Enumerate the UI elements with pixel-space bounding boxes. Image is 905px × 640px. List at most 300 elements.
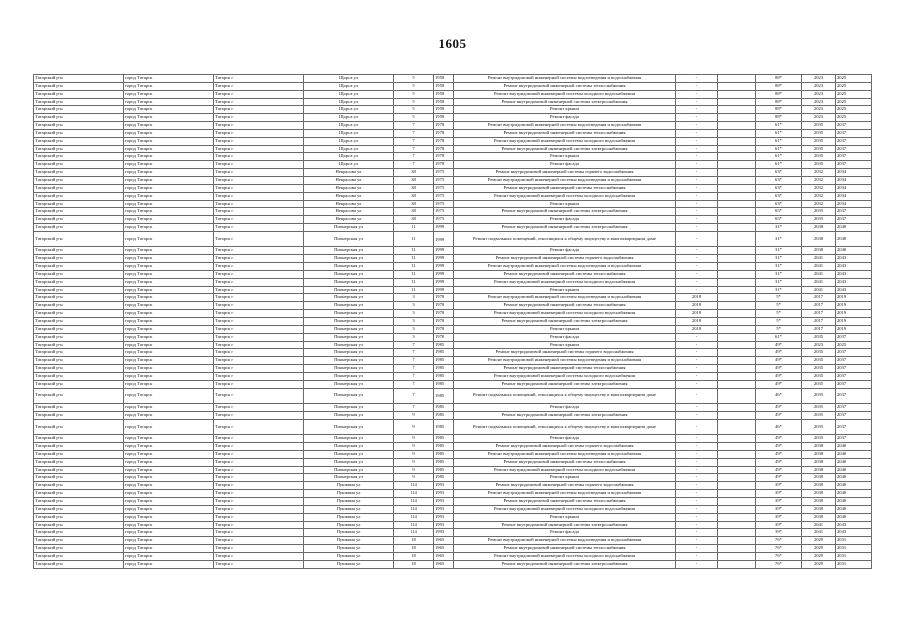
cell-year-end: 2037 <box>836 161 872 169</box>
cell-locality: Татарск г <box>214 278 304 286</box>
cell-actual-year: - <box>676 231 718 247</box>
cell-year-start: 2035 <box>802 145 836 153</box>
cell-locality: Татарск г <box>214 333 304 341</box>
cell-house-number: 9 <box>394 411 434 419</box>
table-row <box>34 435 872 443</box>
cell-actual-year: - <box>676 263 718 271</box>
cell-col-empty <box>718 317 756 325</box>
cell-house-number: 7 <box>394 129 434 137</box>
cell-house-number: 114 <box>394 490 434 498</box>
cell-build-year: 1958 <box>434 75 454 83</box>
cell-street: Пионерская ул <box>304 317 394 325</box>
cell-year-end: 2037 <box>836 357 872 365</box>
cell-street: Пионерская ул <box>304 231 394 247</box>
cell-house-number: 3 <box>394 294 434 302</box>
cell-district: Татарский р-н <box>34 247 124 255</box>
cell-wear-percent: 39* <box>756 521 802 529</box>
cell-col-empty <box>718 435 756 443</box>
cell-year-end: 2040 <box>836 443 872 451</box>
cell-district: Татарский р-н <box>34 419 124 435</box>
cell-street: Пионерская ул <box>304 474 394 482</box>
cell-locality: Татарск г <box>214 490 304 498</box>
cell-district: Татарский р-н <box>34 145 124 153</box>
cell-year-end: 2037 <box>836 372 872 380</box>
cell-year-start: 2038 <box>802 490 836 498</box>
cell-house-number: 18 <box>394 560 434 568</box>
cell-district: Татарский р-н <box>34 443 124 451</box>
cell-district: Татарский р-н <box>34 98 124 106</box>
cell-year-start: 2035 <box>802 388 836 404</box>
cell-year-end: 2037 <box>836 349 872 357</box>
cell-build-year: 1958 <box>434 82 454 90</box>
cell-settlement: город Татарск <box>124 529 214 537</box>
cell-year-end: 2037 <box>836 380 872 388</box>
cell-col-empty <box>718 404 756 412</box>
cell-street: Щорса ул <box>304 114 394 122</box>
cell-street: Щорса ул <box>304 161 394 169</box>
table-row <box>34 341 872 349</box>
cell-work-type: Ремонт фасада <box>454 529 676 537</box>
cell-build-year: 1999 <box>434 247 454 255</box>
cell-actual-year: - <box>676 129 718 137</box>
cell-year-end: 2037 <box>836 411 872 419</box>
cell-district: Татарский р-н <box>34 278 124 286</box>
table-row <box>34 263 872 271</box>
cell-house-number: 7 <box>394 341 434 349</box>
table-row <box>34 325 872 333</box>
table-row <box>34 521 872 529</box>
cell-district: Татарский р-н <box>34 153 124 161</box>
cell-street: Пионерская ул <box>304 278 394 286</box>
cell-house-number: 7 <box>394 161 434 169</box>
cell-locality: Татарск г <box>214 263 304 271</box>
cell-col-empty <box>718 529 756 537</box>
cell-actual-year: - <box>676 513 718 521</box>
cell-settlement: город Татарск <box>124 255 214 263</box>
cell-district: Татарский р-н <box>34 270 124 278</box>
cell-street: Некрасова ул <box>304 208 394 216</box>
cell-work-type: Ремонт внутридомовой инженерной системы электроснабжения <box>454 411 676 419</box>
cell-col-empty <box>718 419 756 435</box>
cell-settlement: город Татарск <box>124 458 214 466</box>
cell-locality: Татарск г <box>214 450 304 458</box>
cell-year-end: 2034 <box>836 184 872 192</box>
cell-district: Татарский р-н <box>34 552 124 560</box>
cell-wear-percent: 5* <box>756 302 802 310</box>
cell-actual-year: - <box>676 278 718 286</box>
cell-actual-year: - <box>676 560 718 568</box>
cell-district: Татарский р-н <box>34 341 124 349</box>
cell-year-start: 2017 <box>802 294 836 302</box>
cell-year-start: 2038 <box>802 450 836 458</box>
cell-district: Татарский р-н <box>34 106 124 114</box>
cell-house-number: 9 <box>394 466 434 474</box>
cell-work-type: Ремонт внутридомовой инженерной системы холодного водоснабжения <box>454 466 676 474</box>
cell-col-empty <box>718 270 756 278</box>
cell-street: Пушкина ул <box>304 482 394 490</box>
cell-wear-percent: 31* <box>756 231 802 247</box>
cell-settlement: город Татарск <box>124 302 214 310</box>
cell-year-end: 2031 <box>836 560 872 568</box>
cell-actual-year: 2018 <box>676 310 718 318</box>
cell-street: Пушкина ул <box>304 505 394 513</box>
cell-street: Пионерская ул <box>304 325 394 333</box>
cell-locality: Татарск г <box>214 137 304 145</box>
cell-street: Пионерская ул <box>304 255 394 263</box>
cell-year-end: 2037 <box>836 153 872 161</box>
cell-house-number: 114 <box>394 513 434 521</box>
cell-wear-percent: 49* <box>756 380 802 388</box>
cell-locality: Татарск г <box>214 270 304 278</box>
cell-wear-percent: 5* <box>756 317 802 325</box>
cell-work-type: Ремонт внутридомовой инженерной системы холодного водоснабжения <box>454 137 676 145</box>
cell-street: Пионерская ул <box>304 294 394 302</box>
table-row <box>34 552 872 560</box>
cell-house-number: 11 <box>394 231 434 247</box>
cell-col-empty <box>718 184 756 192</box>
cell-col-empty <box>718 545 756 553</box>
cell-locality: Татарск г <box>214 286 304 294</box>
cell-house-number: 9 <box>394 474 434 482</box>
cell-year-start: 2038 <box>802 466 836 474</box>
cell-locality: Татарск г <box>214 294 304 302</box>
cell-actual-year: - <box>676 255 718 263</box>
cell-locality: Татарск г <box>214 435 304 443</box>
cell-settlement: город Татарск <box>124 137 214 145</box>
cell-wear-percent: 49* <box>756 466 802 474</box>
cell-street: Некрасова ул <box>304 200 394 208</box>
cell-year-start: 2035 <box>802 153 836 161</box>
cell-year-start: 2038 <box>802 443 836 451</box>
cell-district: Татарский р-н <box>34 192 124 200</box>
cell-build-year: 1978 <box>434 317 454 325</box>
cell-year-start: 2035 <box>802 380 836 388</box>
cell-year-end: 2040 <box>836 482 872 490</box>
table-row <box>34 176 872 184</box>
cell-actual-year: - <box>676 435 718 443</box>
cell-settlement: город Татарск <box>124 380 214 388</box>
cell-settlement: город Татарск <box>124 231 214 247</box>
table-row <box>34 122 872 130</box>
cell-actual-year: - <box>676 184 718 192</box>
cell-house-number: 114 <box>394 498 434 506</box>
cell-col-empty <box>718 310 756 318</box>
cell-wear-percent: 63* <box>756 192 802 200</box>
cell-col-empty <box>718 98 756 106</box>
cell-year-start: 2029 <box>802 552 836 560</box>
table-row <box>34 247 872 255</box>
cell-year-end: 2019 <box>836 317 872 325</box>
cell-build-year: 1993 <box>434 521 454 529</box>
cell-wear-percent: 49* <box>756 365 802 373</box>
cell-year-end: 2019 <box>836 310 872 318</box>
cell-work-type: Ремонт фасада <box>454 333 676 341</box>
cell-settlement: город Татарск <box>124 537 214 545</box>
cell-actual-year: - <box>676 404 718 412</box>
cell-col-empty <box>718 365 756 373</box>
cell-house-number: 5 <box>394 75 434 83</box>
cell-settlement: город Татарск <box>124 216 214 224</box>
cell-build-year: 1999 <box>434 270 454 278</box>
cell-wear-percent: 49* <box>756 435 802 443</box>
cell-col-empty <box>718 90 756 98</box>
cell-street: Пионерская ул <box>304 310 394 318</box>
cell-actual-year: - <box>676 521 718 529</box>
cell-wear-percent: 88* <box>756 75 802 83</box>
cell-year-start: 2032 <box>802 169 836 177</box>
cell-actual-year: - <box>676 419 718 435</box>
cell-house-number: 5 <box>394 82 434 90</box>
cell-col-empty <box>718 388 756 404</box>
cell-locality: Татарск г <box>214 349 304 357</box>
cell-work-type: Ремонт внутридомовой инженерной системы горячего водоснабжения <box>454 169 676 177</box>
cell-house-number: 9 <box>394 450 434 458</box>
cell-street: Пушкина ул <box>304 498 394 506</box>
cell-street: Пионерская ул <box>304 419 394 435</box>
cell-wear-percent: 63* <box>756 200 802 208</box>
cell-actual-year: - <box>676 98 718 106</box>
cell-district: Татарский р-н <box>34 357 124 365</box>
cell-wear-percent: 63* <box>756 176 802 184</box>
cell-house-number: 5 <box>394 90 434 98</box>
cell-locality: Татарск г <box>214 231 304 247</box>
cell-district: Татарский р-н <box>34 325 124 333</box>
table-row <box>34 90 872 98</box>
cell-street: Пушкина ул <box>304 552 394 560</box>
cell-locality: Татарск г <box>214 388 304 404</box>
cell-settlement: город Татарск <box>124 411 214 419</box>
cell-work-type: Ремонт внутридомовой инженерной системы теплоснабжения <box>454 545 676 553</box>
cell-work-type: Ремонт крыши <box>454 341 676 349</box>
cell-year-start: 2032 <box>802 192 836 200</box>
cell-settlement: город Татарск <box>124 106 214 114</box>
cell-district: Татарский р-н <box>34 75 124 83</box>
cell-settlement: город Татарск <box>124 294 214 302</box>
cell-year-start: 2017 <box>802 325 836 333</box>
cell-street: Пионерская ул <box>304 349 394 357</box>
cell-actual-year: - <box>676 82 718 90</box>
cell-build-year: 1975 <box>434 208 454 216</box>
cell-district: Татарский р-н <box>34 365 124 373</box>
cell-wear-percent: 5* <box>756 325 802 333</box>
cell-street: Пионерская ул <box>304 466 394 474</box>
cell-year-start: 2032 <box>802 176 836 184</box>
cell-col-empty <box>718 411 756 419</box>
table-row <box>34 286 872 294</box>
cell-wear-percent: 88* <box>756 90 802 98</box>
cell-build-year: 1978 <box>434 310 454 318</box>
cell-year-start: 2038 <box>802 474 836 482</box>
cell-build-year: 1985 <box>434 458 454 466</box>
cell-year-start: 2035 <box>802 208 836 216</box>
cell-street: Пионерская ул <box>304 404 394 412</box>
cell-street: Пионерская ул <box>304 458 394 466</box>
cell-locality: Татарск г <box>214 411 304 419</box>
cell-district: Татарский р-н <box>34 435 124 443</box>
cell-house-number: 7 <box>394 365 434 373</box>
cell-settlement: город Татарск <box>124 365 214 373</box>
cell-year-start: 2035 <box>802 349 836 357</box>
cell-house-number: 38 <box>394 176 434 184</box>
cell-wear-percent: 31* <box>756 247 802 255</box>
cell-build-year: 1985 <box>434 404 454 412</box>
cell-year-start: 2035 <box>802 411 836 419</box>
cell-work-type: Ремонт внутридомовой инженерной системы холодного водоснабжения <box>454 278 676 286</box>
cell-house-number: 11 <box>394 224 434 232</box>
cell-year-start: 2041 <box>802 278 836 286</box>
cell-settlement: город Татарск <box>124 505 214 513</box>
table-row <box>34 474 872 482</box>
cell-work-type: Ремонт внутридомовой инженерной системы горячего водоснабжения <box>454 443 676 451</box>
table-row <box>34 161 872 169</box>
cell-actual-year: - <box>676 537 718 545</box>
cell-col-empty <box>718 137 756 145</box>
cell-col-empty <box>718 458 756 466</box>
cell-district: Татарский р-н <box>34 263 124 271</box>
cell-year-start: 2035 <box>802 365 836 373</box>
table-row <box>34 208 872 216</box>
cell-district: Татарский р-н <box>34 545 124 553</box>
cell-house-number: 3 <box>394 325 434 333</box>
cell-house-number: 38 <box>394 200 434 208</box>
cell-col-empty <box>718 341 756 349</box>
cell-street: Щорса ул <box>304 122 394 130</box>
cell-district: Татарский р-н <box>34 208 124 216</box>
cell-actual-year: - <box>676 552 718 560</box>
cell-year-start: 2041 <box>802 270 836 278</box>
cell-year-start: 2038 <box>802 498 836 506</box>
cell-district: Татарский р-н <box>34 466 124 474</box>
cell-year-end: 2025 <box>836 82 872 90</box>
cell-year-end: 2040 <box>836 231 872 247</box>
cell-settlement: город Татарск <box>124 192 214 200</box>
cell-col-empty <box>718 357 756 365</box>
cell-house-number: 18 <box>394 552 434 560</box>
cell-district: Татарский р-н <box>34 286 124 294</box>
cell-district: Татарский р-н <box>34 333 124 341</box>
cell-district: Татарский р-н <box>34 114 124 122</box>
table-row <box>34 153 872 161</box>
cell-work-type: Ремонт внутридомовой инженерной системы водоотведения и водоснабжения <box>454 176 676 184</box>
cell-settlement: город Татарск <box>124 145 214 153</box>
cell-district: Татарский р-н <box>34 474 124 482</box>
cell-build-year: 1985 <box>434 435 454 443</box>
cell-locality: Татарск г <box>214 302 304 310</box>
cell-year-end: 2040 <box>836 513 872 521</box>
table-row <box>34 450 872 458</box>
cell-year-end: 2040 <box>836 474 872 482</box>
cell-col-empty <box>718 145 756 153</box>
cell-year-end: 2019 <box>836 294 872 302</box>
cell-wear-percent: 63* <box>756 184 802 192</box>
cell-house-number: 18 <box>394 545 434 553</box>
cell-work-type: Ремонт внутридомовой инженерной системы электроснабжения <box>454 208 676 216</box>
cell-build-year: 1993 <box>434 505 454 513</box>
cell-year-end: 2040 <box>836 505 872 513</box>
cell-col-empty <box>718 482 756 490</box>
cell-build-year: 1999 <box>434 231 454 247</box>
cell-wear-percent: 39* <box>756 513 802 521</box>
cell-street: Пушкина ул <box>304 529 394 537</box>
cell-work-type: Ремонт крыши <box>454 200 676 208</box>
cell-work-type: Ремонт крыши <box>454 474 676 482</box>
table-row <box>34 302 872 310</box>
cell-work-type: Ремонт внутридомовой инженерной системы теплоснабжения <box>454 498 676 506</box>
table-row <box>34 98 872 106</box>
cell-locality: Татарск г <box>214 443 304 451</box>
cell-street: Пионерская ул <box>304 435 394 443</box>
cell-settlement: город Татарск <box>124 498 214 506</box>
cell-settlement: город Татарск <box>124 333 214 341</box>
cell-col-empty <box>718 169 756 177</box>
cell-district: Татарский р-н <box>34 490 124 498</box>
cell-house-number: 38 <box>394 216 434 224</box>
cell-locality: Татарск г <box>214 545 304 553</box>
cell-work-type: Ремонт подвальных помещений, относящихся к общему имуществу в многоквартирном доме <box>454 388 676 404</box>
cell-year-start: 2017 <box>802 317 836 325</box>
cell-locality: Татарск г <box>214 224 304 232</box>
cell-work-type: Ремонт крыши <box>454 325 676 333</box>
cell-house-number: 7 <box>394 153 434 161</box>
cell-work-type: Ремонт внутридомовой инженерной системы электроснабжения <box>454 560 676 568</box>
cell-year-end: 2043 <box>836 286 872 294</box>
cell-settlement: город Татарск <box>124 247 214 255</box>
cell-locality: Татарск г <box>214 466 304 474</box>
cell-col-empty <box>718 75 756 83</box>
cell-work-type: Ремонт внутридомовой инженерной системы холодного водоснабжения <box>454 372 676 380</box>
cell-settlement: город Татарск <box>124 208 214 216</box>
cell-year-end: 2019 <box>836 325 872 333</box>
cell-house-number: 11 <box>394 247 434 255</box>
cell-district: Татарский р-н <box>34 537 124 545</box>
table-row <box>34 365 872 373</box>
cell-locality: Татарск г <box>214 114 304 122</box>
cell-year-end: 2040 <box>836 490 872 498</box>
cell-district: Татарский р-н <box>34 302 124 310</box>
cell-build-year: 1975 <box>434 192 454 200</box>
cell-build-year: 1985 <box>434 474 454 482</box>
cell-locality: Татарск г <box>214 247 304 255</box>
cell-settlement: город Татарск <box>124 122 214 130</box>
cell-locality: Татарск г <box>214 216 304 224</box>
cell-district: Татарский р-н <box>34 82 124 90</box>
cell-year-end: 2031 <box>836 552 872 560</box>
cell-locality: Татарск г <box>214 505 304 513</box>
cell-locality: Татарск г <box>214 365 304 373</box>
cell-street: Некрасова ул <box>304 192 394 200</box>
cell-district: Татарский р-н <box>34 176 124 184</box>
cell-locality: Татарск г <box>214 98 304 106</box>
cell-col-empty <box>718 82 756 90</box>
cell-actual-year: - <box>676 192 718 200</box>
cell-work-type: Ремонт внутридомовой инженерной системы водоотведения и водоснабжения <box>454 490 676 498</box>
cell-street: Пионерская ул <box>304 302 394 310</box>
table-row <box>34 192 872 200</box>
cell-street: Щорса ул <box>304 145 394 153</box>
cell-settlement: город Татарск <box>124 552 214 560</box>
cell-year-end: 2037 <box>836 122 872 130</box>
cell-wear-percent: 88* <box>756 98 802 106</box>
table-row <box>34 458 872 466</box>
cell-actual-year: - <box>676 106 718 114</box>
cell-build-year: 1978 <box>434 302 454 310</box>
cell-year-end: 2037 <box>836 137 872 145</box>
cell-wear-percent: 88* <box>756 114 802 122</box>
cell-col-empty <box>718 521 756 529</box>
cell-year-end: 2040 <box>836 224 872 232</box>
cell-street: Пушкина ул <box>304 545 394 553</box>
cell-house-number: 7 <box>394 380 434 388</box>
